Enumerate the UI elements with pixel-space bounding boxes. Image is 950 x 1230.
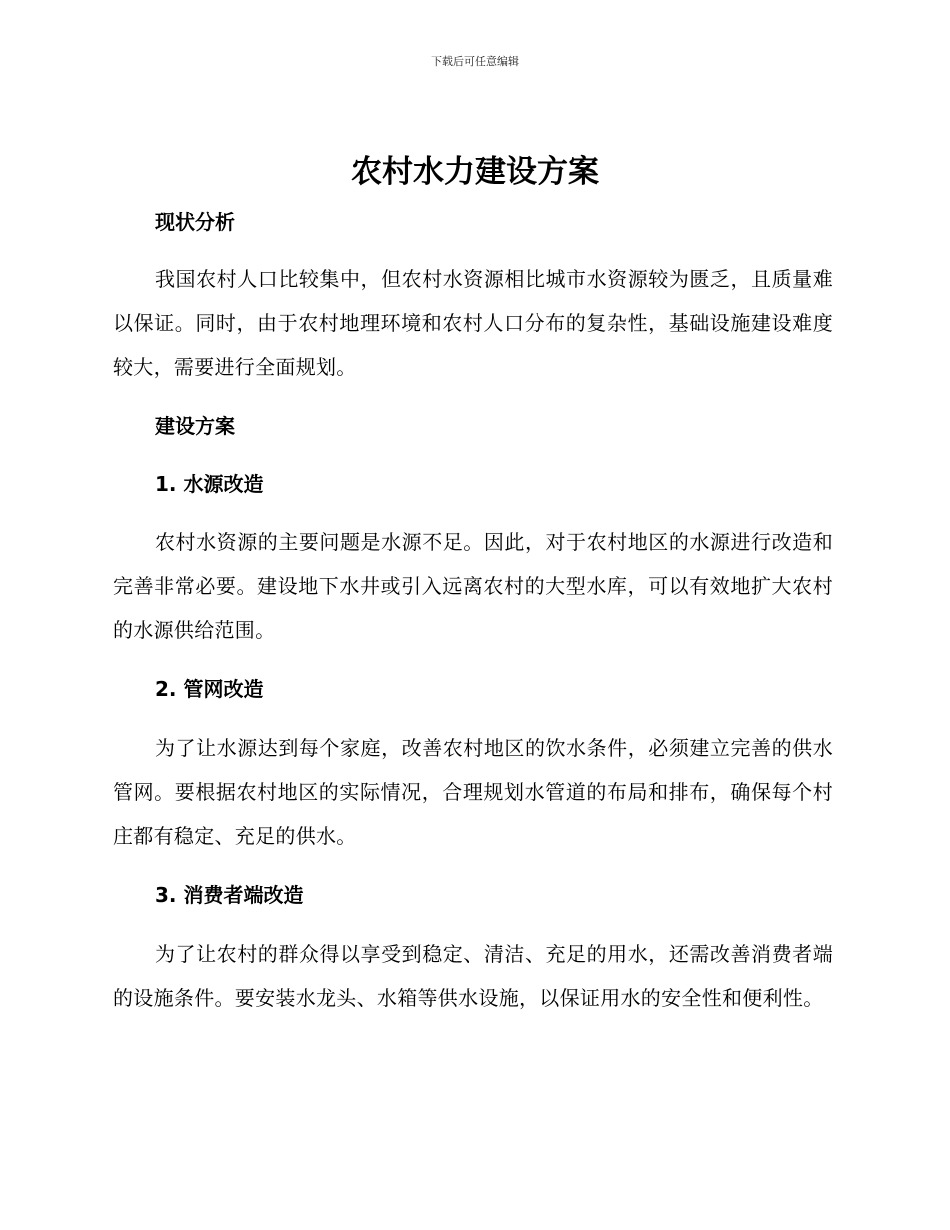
paragraph-current-status: 我国农村人口比较集中，但农村水资源相比城市水资源较为匮乏，且质量难以保证。同时，由于农村地理环境和农村人口分布的复杂性，基础设施建设难度较大，需要进行全面规划。	[113, 267, 833, 379]
subsection-heading-water-source: 1. 水源改造	[155, 472, 264, 496]
paragraph-consumer-end: 为了让农村的群众得以享受到稳定、清洁、充足的用水，还需改善消费者端的设施条件。要安装水龙头、水箱等供水设施，以保证用水的安全性和便利性。	[113, 942, 833, 1010]
paragraph-water-source: 农村水资源的主要问题是水源不足。因此，对于农村地区的水源进行改造和完善非常必要。建设地下水井或引入远离农村的大型水库，可以有效地扩大农村的水源供给范围。	[113, 530, 833, 642]
document-title: 农村水力建设方案	[351, 154, 599, 190]
subsection-heading-consumer-end: 3. 消费者端改造	[155, 883, 304, 907]
section-heading-current-status: 现状分析	[155, 210, 235, 234]
paragraph-pipe-network: 为了让水源达到每个家庭，改善农村地区的饮水条件，必须建立完善的供水管网。要根据农村地区的实际情况，合理规划水管道的布局和排布，确保每个村庄都有稳定、充足的供水。	[113, 736, 833, 848]
header-note: 下载后可任意编辑	[431, 55, 519, 68]
subsection-heading-pipe-network: 2. 管网改造	[155, 677, 264, 701]
document-body	[113, 200, 833, 1020]
section-heading-construction-plan: 建设方案	[155, 414, 235, 438]
